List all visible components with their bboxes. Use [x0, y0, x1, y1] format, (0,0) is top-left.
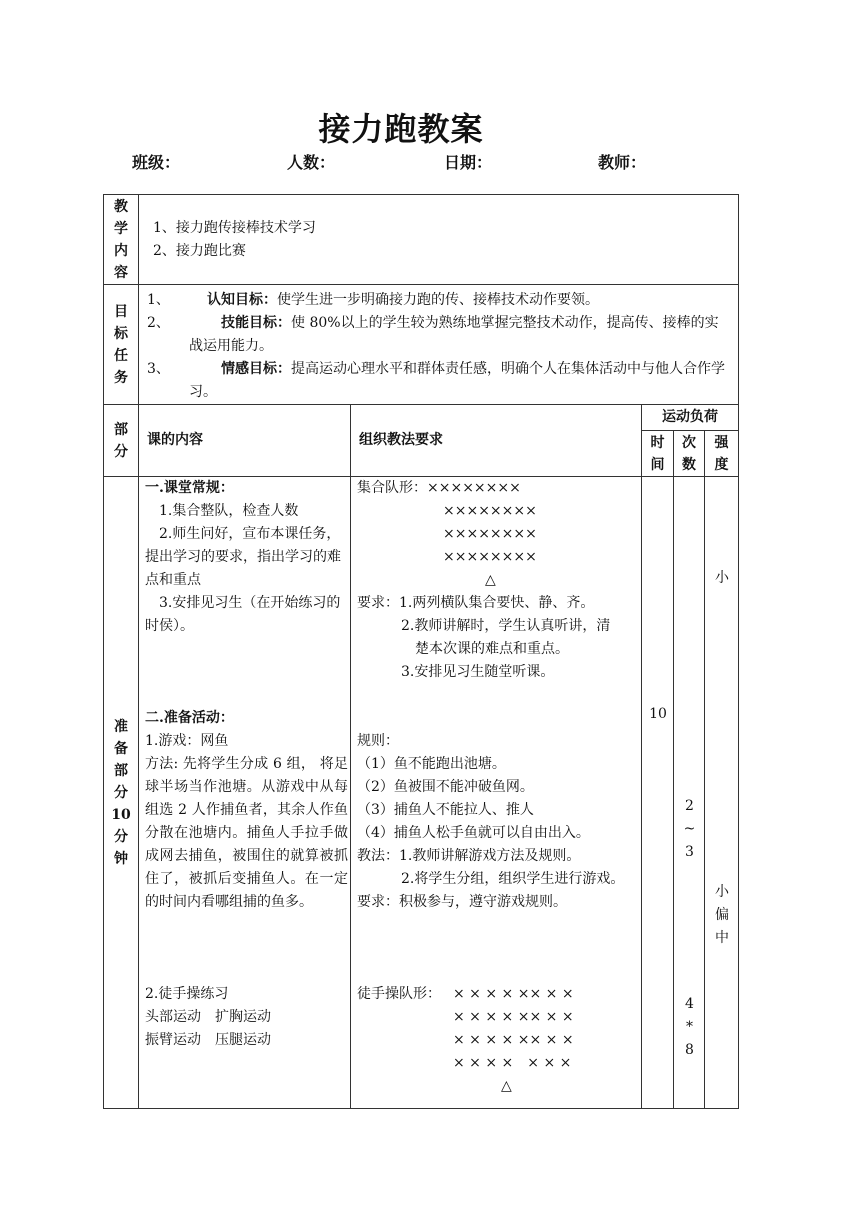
calis-formation-row-3: × × × × ×× × × — [453, 1032, 574, 1048]
teacher-label: 教师： — [598, 153, 647, 172]
calis-teacher-triangle: △ — [501, 1078, 512, 1094]
calis-formation-row-4: × × × × × × × — [453, 1055, 572, 1071]
calisthenics-reps: 4 * 8 — [685, 996, 694, 1058]
prep-section-label: 准 备 部 分 10 分 钟 — [104, 477, 139, 1109]
header-content: 课的内容 — [139, 405, 351, 477]
formation-row-3: ×××××××× — [443, 526, 537, 542]
formation-row-2: ×××××××× — [443, 503, 537, 519]
rule-2: （2）鱼被围不能冲破鱼网。 — [357, 779, 534, 795]
requirement-2a: 2.教师讲解时，学生认真听讲，清 — [401, 618, 611, 634]
header-intensity: 强 度 — [705, 431, 739, 477]
header-reps: 次 数 — [674, 431, 705, 477]
prep-time-value: 10 — [649, 706, 667, 722]
warmup-title: 二.准备活动： — [145, 710, 234, 726]
count-label: 人数： — [287, 153, 336, 172]
content-line-1: 1、接力跑传接棒技术学习 — [153, 220, 316, 236]
routine-intensity: 小 — [715, 570, 729, 586]
rule-1: （1）鱼不能跑出池塘。 — [357, 756, 506, 772]
teacher-triangle: △ — [485, 572, 496, 588]
requirement-2b: 楚本次课的难点和重点。 — [415, 641, 569, 657]
header-time: 时 间 — [642, 431, 674, 477]
goal-item-skill: 2、 技能目标：使 80%以上的学生较为熟练地掌握完整技术动作，提高传、接棒的实战运用能力。 — [147, 315, 719, 354]
content-lines — [139, 195, 739, 285]
class-label: 班级： — [132, 153, 181, 172]
calisthenics-title: 2.徒手操练习 — [145, 986, 229, 1002]
game-method: 方法: 先将学生分成 6 组， 将足球半场当作池塘。从游戏中从每组选 2 人作捕鱼者，其余人作鱼分散在池塘内。捕鱼人手拉手做成网去捕鱼，被围住的就算被抓住了，被抓后变捕鱼人。在一定的时间内看哪组捕的鱼多。 — [145, 756, 348, 910]
lesson-plan-table — [103, 194, 739, 1109]
game-requirement: 要求：积极参与，遵守游戏规则。 — [357, 894, 567, 910]
prep-content — [139, 477, 351, 1109]
formation-row-4: ×××××××× — [443, 549, 537, 565]
header-row — [104, 405, 739, 431]
calis-formation-row-1: 徒手操队形： × × × × ×× × × — [357, 986, 574, 1002]
prep-row — [104, 477, 739, 1109]
page-title: 接力跑教案 — [318, 110, 484, 148]
game-reps: 2 ~ 3 — [683, 798, 696, 860]
goal-item-cognitive: 1、 认知目标：使学生进一步明确接力跑的传、接棒技术动作要领。 — [147, 292, 599, 308]
teach-method-2: 2.将学生分组，组织学生进行游戏。 — [401, 871, 625, 887]
calisthenics-line-1: 头部运动 扩胸运动 — [145, 1009, 271, 1025]
game-title: 1.游戏：网鱼 — [145, 733, 229, 749]
rule-4: （4）捕鱼人松手鱼就可以自由出入。 — [357, 825, 590, 841]
formation-row-1: 集合队形：×××××××× — [357, 480, 521, 496]
content-row — [104, 195, 739, 285]
routine-2: 2.师生问好，宣布本课任务，提出学习的要求，指出学习的难点和重点 — [145, 526, 341, 588]
goals-row — [104, 285, 739, 405]
goals-row-head: 目 标 任 务 — [104, 285, 139, 405]
routine-1: 1.集合整队，检查人数 — [159, 503, 299, 519]
routine-title: 一.课堂常规： — [145, 480, 234, 496]
prep-intensity — [705, 477, 739, 1109]
header-section: 部 分 — [104, 405, 139, 477]
goal-item-emotion: 3、 情感目标：提高运动心理水平和群体责任感，明确个人在集体活动中与他人合作学习。 — [147, 361, 725, 400]
game-intensity: 小 偏 中 — [715, 884, 729, 946]
prep-reps — [674, 477, 705, 1109]
routine-3: 3.安排见习生（在开始练习的时侯）。 — [145, 595, 341, 634]
rules-title: 规则： — [357, 733, 399, 749]
requirement-3: 3.安排见习生随堂听课。 — [401, 664, 555, 680]
calisthenics-line-2: 振臂运动 压腿运动 — [145, 1032, 271, 1048]
content-row-head: 教 学 内 容 — [104, 195, 139, 285]
header-method: 组织教法要求 — [351, 405, 642, 477]
prep-method — [351, 477, 642, 1109]
prep-time — [642, 477, 674, 1109]
header-load: 运动负荷 — [642, 405, 739, 431]
goals-list — [139, 285, 739, 405]
rule-3: （3）捕鱼人不能拉人、推人 — [357, 802, 534, 818]
requirement-1: 要求：1.两列横队集合要快、静、齐。 — [357, 595, 595, 611]
content-line-2: 2、接力跑比赛 — [153, 243, 246, 259]
teach-method-1: 教法：1.教师讲解游戏方法及规则。 — [357, 848, 581, 864]
date-label: 日期： — [444, 153, 493, 172]
calis-formation-row-2: × × × × ×× × × — [453, 1009, 574, 1025]
